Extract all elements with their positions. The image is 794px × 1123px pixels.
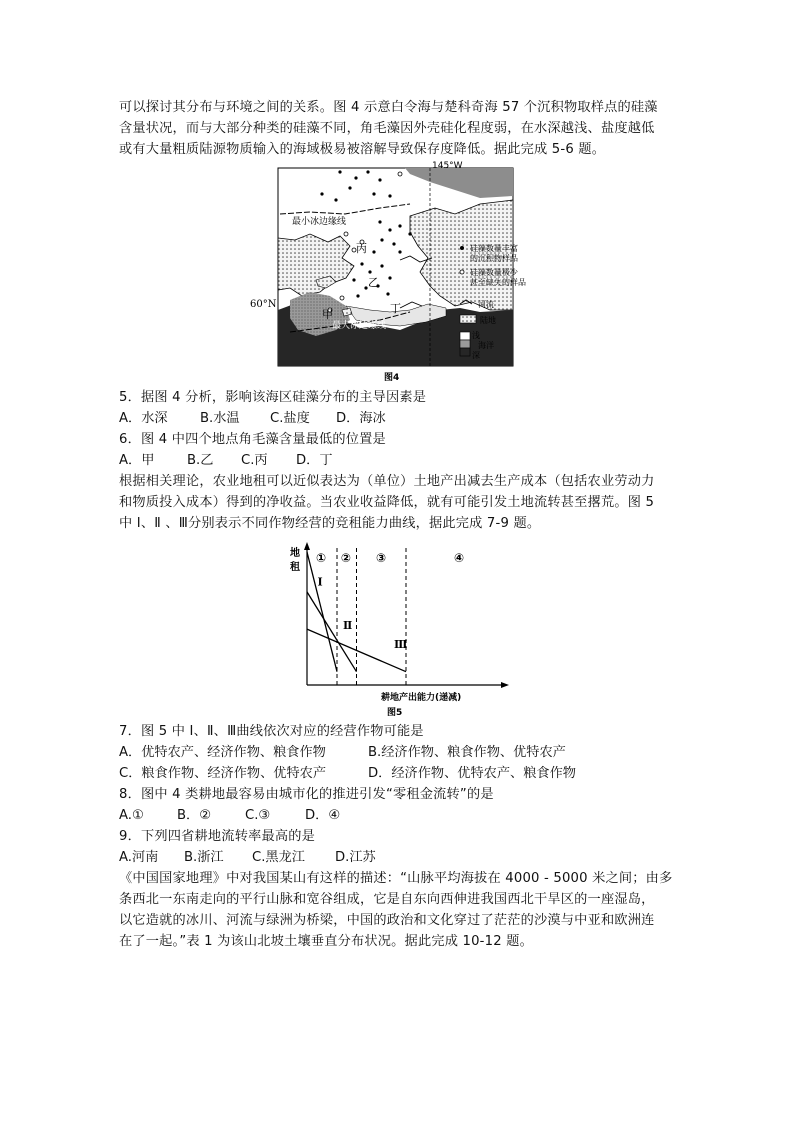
point-yi: 乙	[368, 276, 379, 289]
deep-icon	[460, 348, 470, 356]
q9-option-c[interactable]: C.黑龙江	[252, 850, 305, 865]
series-label: Ⅲ	[394, 637, 408, 651]
intro2-line: 中 Ⅰ、Ⅱ 、Ⅲ分别表示不同作物经营的竞租能力曲线，据此完成 7-9 题。	[119, 516, 541, 531]
legend-rich-2: 的沉积物样品	[470, 254, 518, 263]
rich-sample-icon	[460, 246, 464, 250]
mid-icon	[460, 340, 470, 348]
q9-stem: 9．下列四省耕地流转率最高的是	[119, 829, 316, 844]
q6-option-d[interactable]: D．丁	[296, 453, 333, 468]
q5-option-b[interactable]: B.水温	[200, 411, 240, 426]
intro-line: 或有大量粗质陆源物质输入的海域极易被溶解导致保存度降低。据此完成 5-6 题。	[119, 142, 606, 157]
zone-label: ①	[316, 551, 327, 565]
legend-poor-1: 硅藻数量极少	[470, 268, 518, 277]
x-axis-label: 耕地产出能力(递减)	[381, 693, 462, 703]
q9-option-b[interactable]: B.浙江	[184, 850, 224, 865]
intro-line: 可以探讨其分布与环境之间的关系。图 4 示意白令海与楚科奇海 57 个沉积物取样点的硅藻	[119, 100, 658, 115]
q6-option-a[interactable]: A．甲	[119, 453, 155, 468]
series-label: Ⅰ	[317, 575, 323, 589]
legend-ocean: 海洋	[478, 341, 494, 350]
q5-stem: 5．据图 4 分析，影响该海区硅藻分布的主导因素是	[119, 390, 427, 405]
q9-option-d[interactable]: D.江苏	[335, 850, 376, 865]
q9-option-a[interactable]: A.河南	[119, 850, 159, 865]
max-ice-label: 最大冰边缘线	[332, 321, 387, 331]
q8-option-c[interactable]: C.③	[245, 808, 271, 823]
land-icon	[460, 315, 476, 323]
shallow-icon	[460, 332, 470, 340]
figure-4-map	[250, 160, 550, 385]
q8-option-a[interactable]: A.①	[119, 808, 144, 823]
intro2-line: 和物质投入成本）得到的净收益。当农业收益降低，就有可能引发土地流转甚至撂荒。图 5	[119, 495, 655, 510]
point-jia: 甲	[322, 308, 333, 321]
intro3-line: 《中国国家地理》中对我国某山有这样的描述：“山脉平均海拔在 4000 - 5000 米之间；由多	[119, 871, 673, 886]
zone-label: ④	[454, 551, 465, 565]
legend-shallow: 浅	[472, 331, 480, 340]
q7-option-b[interactable]: B.经济作物、粮食作物、优特农产	[368, 745, 566, 760]
legend-rich-1: 硅藻数量丰富	[470, 244, 518, 253]
q7-option-c[interactable]: C．粮食作物、经济作物、优特农产	[119, 766, 327, 781]
q6-stem: 6．图 4 中四个地点角毛藻含量最低的位置是	[119, 432, 386, 447]
legend-river: 河流	[478, 300, 494, 309]
legend-land: 陆地	[480, 316, 496, 325]
y-label-char-1: 地	[290, 548, 300, 559]
poor-sample-icon	[460, 270, 464, 274]
zone-label: ③	[376, 551, 387, 565]
q5-option-a[interactable]: A．水深	[119, 411, 168, 426]
zone-label: ②	[340, 551, 352, 565]
x-axis-arrow	[501, 682, 509, 688]
q8-option-b[interactable]: B．②	[177, 808, 212, 823]
y-label-char-2: 租	[290, 562, 300, 573]
lat-label: 60°N	[250, 299, 277, 310]
intro2-line: 根据相关理论，农业地租可以近似表达为（单位）土地产出减去生产成本（包括农业劳动力	[119, 474, 655, 489]
figure-5-caption: 图5	[387, 708, 403, 718]
legend-deep: 深	[472, 351, 480, 360]
intro-line: 含量状况，而与大部分种类的硅藻不同，角毛藻因外壳硅化程度弱，在水深越浅、盐度越低	[119, 121, 655, 136]
intro3-line: 以它造就的冰川、河流与绿洲为桥梁，中国的政治和文化穿过了茫茫的沙漠与中亚和欧洲连	[119, 913, 655, 928]
lon-label: 145°W	[432, 161, 463, 171]
intro3-line: 在了一起。”表 1 为该山北坡土壤垂直分布状况。据此完成 10-12 题。	[119, 934, 533, 949]
y-axis-arrow	[304, 542, 310, 550]
legend-poor-2: 甚至缺失的样品	[470, 278, 526, 287]
figure-4-caption: 图4	[384, 373, 400, 383]
intro3-line: 条西北一东南走向的平行山脉和宽谷组成，它是自东向西伸进我国西北干旱区的一座湿岛，	[119, 892, 655, 907]
series-label: Ⅱ	[343, 619, 353, 633]
q7-stem: 7．图 5 中 Ⅰ、Ⅱ、Ⅲ曲线依次对应的经营作物可能是	[119, 724, 424, 739]
figure-5-chart	[285, 540, 515, 718]
q6-option-b[interactable]: B.乙	[187, 453, 214, 468]
point-bing: 丙	[356, 242, 367, 255]
q8-stem: 8．图中 4 类耕地最容易由城市化的推进引发“零租金流转”的是	[119, 787, 494, 802]
q7-option-a[interactable]: A．优特农产、经济作物、粮食作物	[119, 745, 326, 760]
point-ding: 丁	[390, 302, 401, 315]
series-line	[307, 552, 337, 672]
min-ice-label: 最小冰边缘线	[292, 217, 347, 227]
q8-option-d[interactable]: D．④	[305, 808, 341, 823]
q5-option-d[interactable]: D．海冰	[336, 411, 386, 426]
q7-option-d[interactable]: D．经济作物、优特农产、粮食作物	[368, 766, 576, 781]
q6-option-c[interactable]: C.丙	[241, 453, 268, 468]
q5-option-c[interactable]: C.盐度	[270, 411, 310, 426]
